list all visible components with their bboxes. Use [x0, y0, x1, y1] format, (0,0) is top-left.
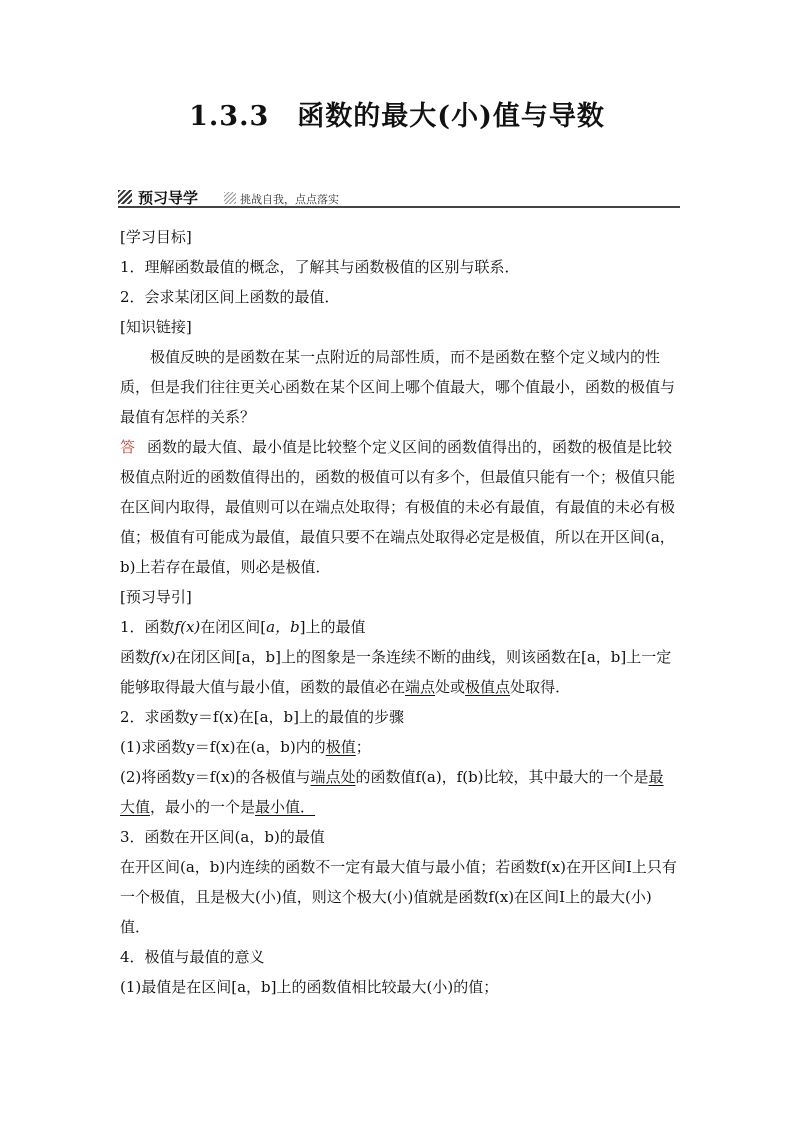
section-label: 预习导学	[138, 189, 199, 207]
heading-1-mid: 在闭区间[	[200, 618, 267, 636]
section-header	[118, 188, 680, 208]
blank-endpoint-place: 端点处	[310, 768, 356, 786]
goal-2: 2．会求某闭区间上函数的最值．	[120, 288, 340, 306]
paragraph-1-function: f(x)	[150, 648, 176, 666]
stripe-decoration-icon	[118, 190, 132, 204]
blank-maximum: 最大值	[120, 768, 664, 816]
step-2	[120, 762, 678, 822]
heading-1-prefix: 1．函数	[120, 618, 175, 636]
paragraph-3: 在开区间(a，b)内连续的函数不一定有最大值与最小值；若函数f(x)在开区间I上只有一个极值，且是极大(小)值，则这个极大(小)值就是函数f(x)在区间I上的最大(小)值．	[120, 858, 677, 936]
blank-extremum: 极值	[325, 738, 356, 756]
answer-mark: 答	[120, 438, 136, 456]
heading-1	[120, 612, 678, 642]
preview-heading: [预习导引]	[120, 588, 192, 606]
knowledge-link-heading: [知识链接]	[120, 318, 192, 336]
section-subtitle: 挑战自我，点点落实	[240, 193, 339, 206]
answer-text: 函数的最大值、最小值是比较整个定义区间的函数值得出的，函数的极值是比较极值点附近的函数值得出的，函数的极值可以有多个，但最值只能有一个；极值只能在区间内取得，最值则可以在端点处取得；有极值的未必有最值，有最值的未必有极值；极值有可能成为最值，最值只要不在端点处取得必定是极值，所以在开区间(a，b)上若存在最值，则必是极值．	[120, 438, 676, 576]
heading-1-suffix: ]上的最值	[299, 618, 366, 636]
heading-1-function: f(x)	[174, 618, 201, 636]
step-1	[120, 732, 678, 762]
document-body	[120, 222, 678, 1002]
paragraph-1-b: 在闭区间[a，b]上的图象是一条连续不断的曲线，则该函数在[a，b]上一定能够取得最大值与最小值，函数的最值必在	[120, 648, 672, 696]
paragraph-1-d: 处取得．	[510, 678, 571, 696]
paragraph-4: (1)最值是在区间[a，b]上的函数值相比较最大(小)的值；	[120, 978, 499, 996]
paragraph-1-a: 函数	[120, 648, 151, 666]
blank-minimum: 最小值．	[255, 798, 316, 816]
heading-1-interval: a，b	[266, 618, 300, 636]
step-2-a: (2)将函数y＝f(x)的各极值与	[120, 768, 311, 786]
heading-3: 3．函数在开区间(a，b)的最值	[120, 828, 325, 846]
heading-4: 4．极值与最值的意义	[120, 948, 265, 966]
step-2-c: ，最小的一个是	[150, 798, 256, 816]
page-title	[0, 94, 794, 140]
small-stripe-decoration-icon	[224, 192, 236, 204]
paragraph-1	[120, 642, 678, 702]
step-1-text: (1)求函数y＝f(x)在(a，b)内的	[120, 738, 326, 756]
blank-extremum-point: 极值点	[465, 678, 511, 696]
blank-endpoint: 端点	[405, 678, 436, 696]
section-rule	[118, 206, 680, 208]
step-1-end: ；	[355, 738, 371, 756]
knowledge-link-paragraph: 极值反映的是函数在某一点附近的局部性质，而不是函数在整个定义域内的性质，但是我们往往更关心函数在某个区间上哪个值最大，哪个值最小，函数的极值与最值有怎样的关系？	[120, 348, 676, 426]
answer-paragraph	[120, 432, 678, 582]
goal-1: 1．理解函数最值的概念，了解其与函数极值的区别与联系．	[120, 258, 520, 276]
goals-heading: [学习目标]	[120, 228, 192, 246]
section-title: 函数的最大(小)值与导数	[297, 101, 605, 132]
section-number: 1.3.3	[189, 101, 270, 132]
heading-2: 2．求函数y＝f(x)在[a，b]上的最值的步骤	[120, 708, 404, 726]
paragraph-1-c: 处或	[435, 678, 466, 696]
step-2-b: 的函数值f(a)，f(b)比较，其中最大的一个是	[355, 768, 649, 786]
